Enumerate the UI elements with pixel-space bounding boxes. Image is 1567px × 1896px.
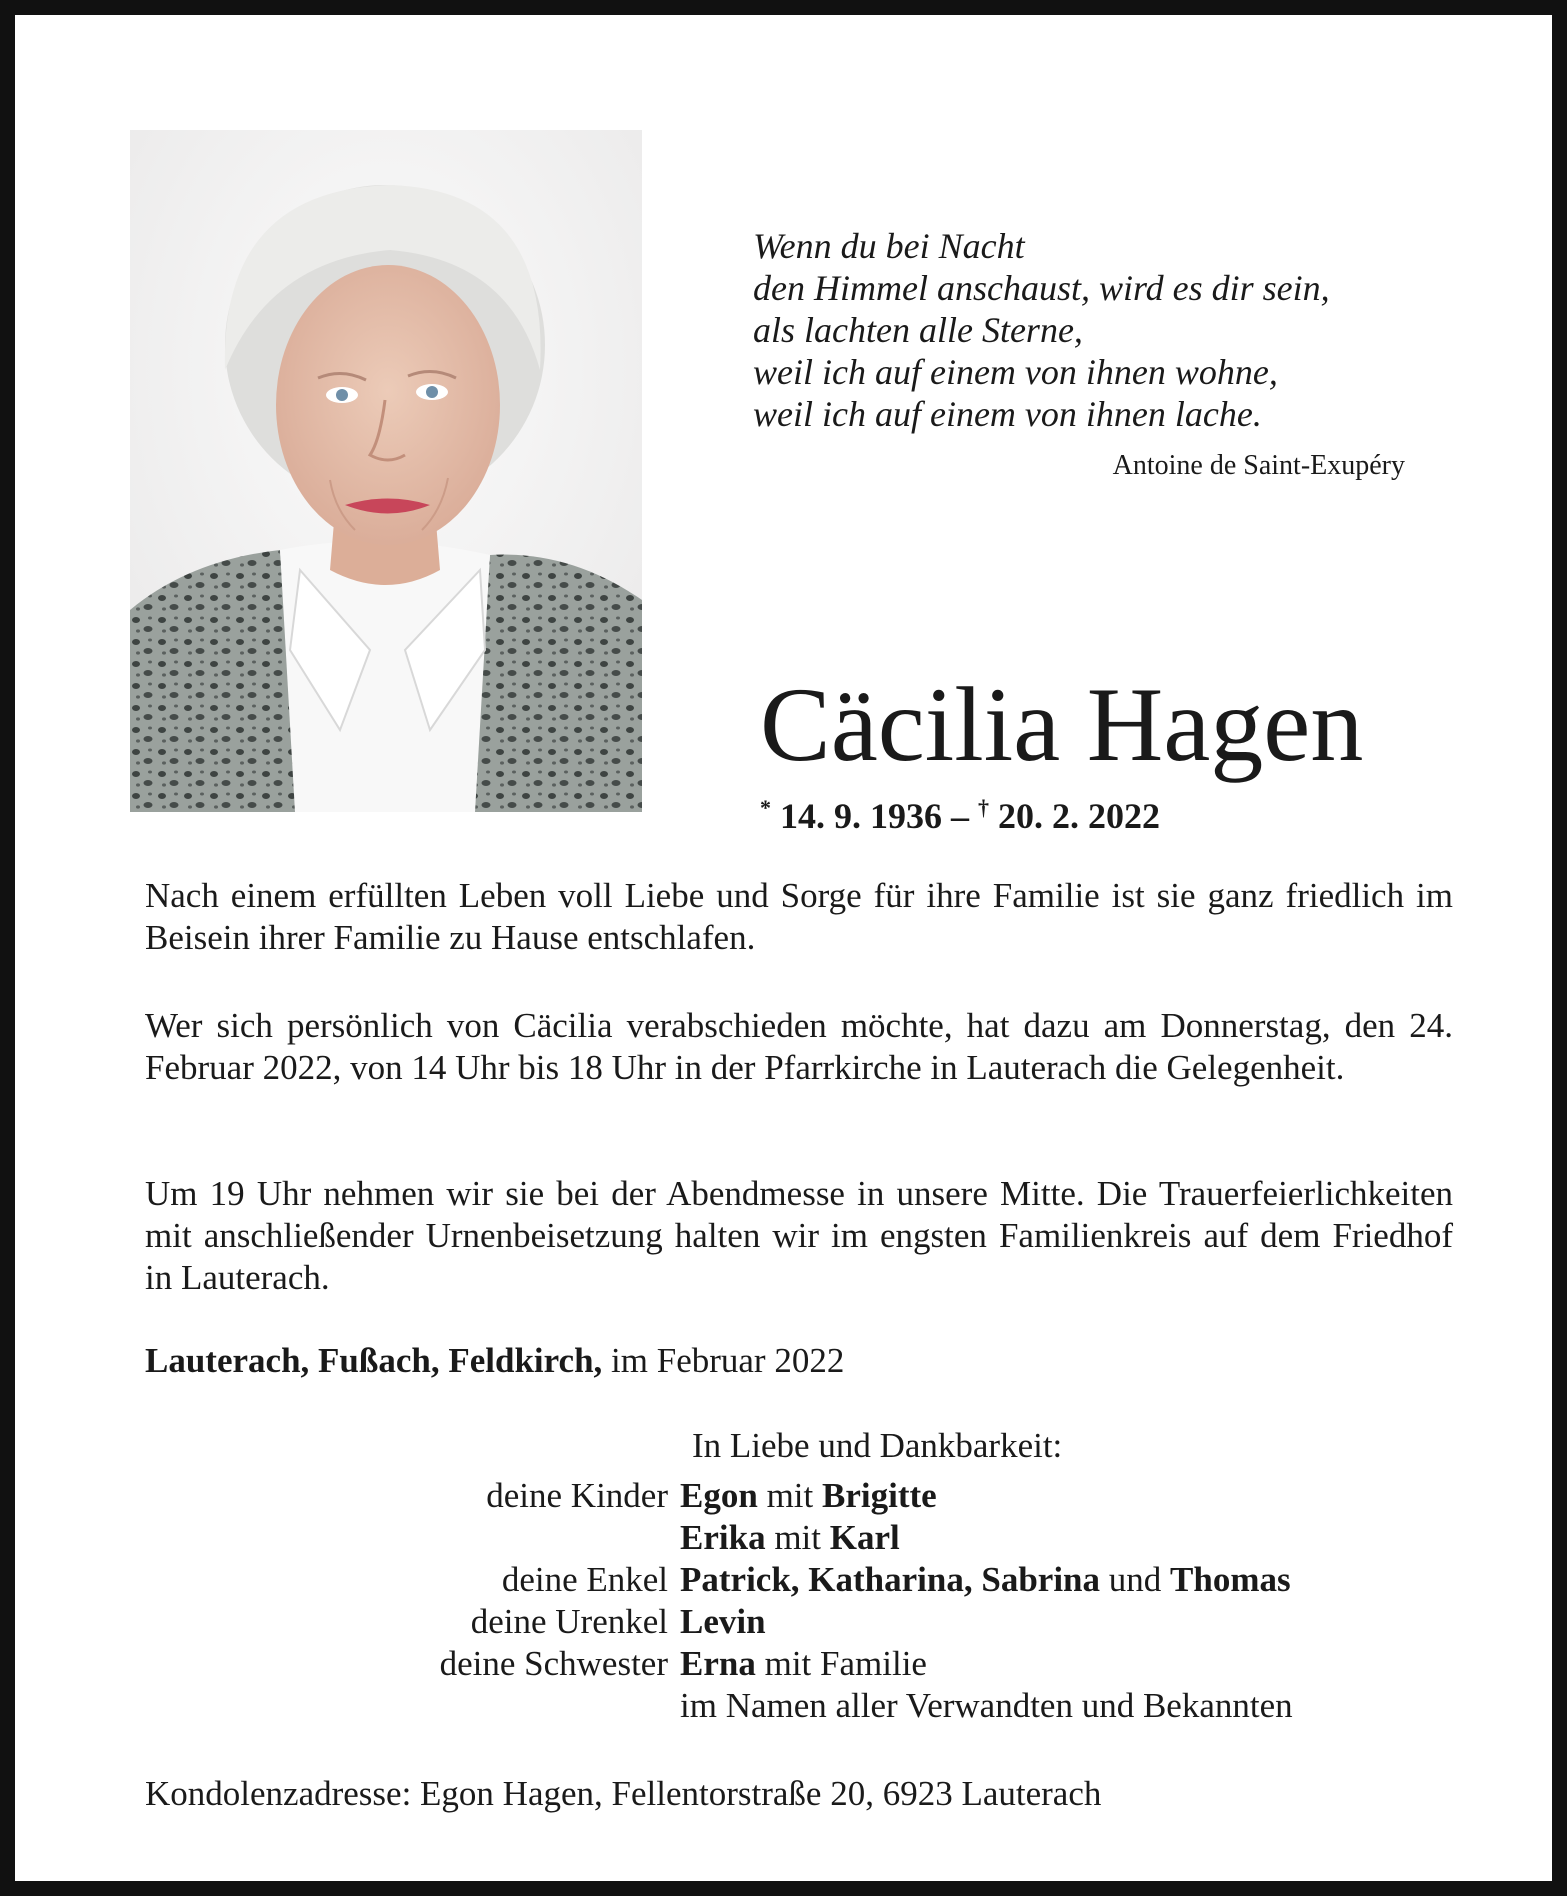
place-date-line (145, 1340, 1445, 1382)
family-connector: mit (757, 1476, 822, 1515)
relation-names: im Namen aller Verwandten und Bekannten (680, 1686, 1293, 1725)
death-symbol: † (978, 795, 989, 820)
family-name: Brigitte (822, 1476, 937, 1515)
place-date: im Februar 2022 (602, 1341, 845, 1380)
family-name: Egon (680, 1476, 758, 1515)
relation-names (680, 1475, 1455, 1517)
poem-quote (753, 225, 1433, 435)
deceased-name: Cäcilia Hagen (760, 666, 1364, 783)
portrait-icon (130, 130, 642, 812)
family-name: Karl (829, 1518, 900, 1557)
relation-label-empty (145, 1685, 680, 1727)
relation-label-empty (145, 1517, 680, 1559)
quote-author: Antoine de Saint-Exupéry (1112, 450, 1405, 481)
family-connector: mit (765, 1518, 830, 1557)
family-row (145, 1685, 1455, 1727)
relation-label: deine Urenkel (470, 1602, 668, 1641)
family-row (145, 1517, 1455, 1559)
quote-line: weil ich auf einem von ihnen wohne, (753, 352, 1278, 392)
date-separator: – (951, 796, 969, 836)
family-name: Thomas (1170, 1560, 1291, 1599)
family-connector: mit Familie (755, 1644, 927, 1683)
death-date: 20. 2. 2022 (998, 796, 1160, 836)
relation-label: deine Kinder (486, 1476, 668, 1515)
family-row (145, 1475, 1455, 1517)
condolence-address: Kondolenzadresse: Egon Hagen, Fellentorstraße 20, 6923 Lauterach (145, 1774, 1102, 1813)
paragraph-life: Nach einem erfüllten Leben voll Liebe und Sorge für ihre Familie ist sie ganz friedlich im Beisein ihrer Familie zu Hause entschlafen. (145, 876, 1453, 957)
relation-names (680, 1559, 1455, 1601)
birth-date: 14. 9. 1936 (780, 796, 942, 836)
quote-line: den Himmel anschaust, wird es dir sein, (753, 268, 1330, 308)
quote-line: als lachten alle Sterne, (753, 310, 1083, 350)
place-towns: Lauterach, Fußach, Feldkirch, (145, 1341, 603, 1380)
paragraph-service: Um 19 Uhr nehmen wir sie bei der Abendmesse in unsere Mitte. Die Trauerfeierlichkeiten mit anschließender Urnenbeisetzung halten wir im engsten Familienkreis auf dem Friedhof in Lauterach. (145, 1174, 1453, 1297)
relation-names (680, 1601, 1455, 1643)
family-name: Patrick, Katharina, Sabrina (680, 1560, 1101, 1599)
birth-symbol: * (760, 795, 771, 820)
relation-label: deine Schwester (439, 1644, 668, 1683)
family-name: Erika (680, 1518, 766, 1557)
relation-names (680, 1643, 1455, 1685)
life-dates (760, 795, 1460, 837)
family-name: Erna (680, 1644, 756, 1683)
family-list (145, 1475, 1455, 1727)
family-row (145, 1559, 1455, 1601)
quote-line: weil ich auf einem von ihnen lache. (753, 394, 1262, 434)
family-row (145, 1643, 1455, 1685)
family-connector: und (1100, 1560, 1171, 1599)
family-name: Levin (680, 1602, 766, 1641)
family-row (145, 1601, 1455, 1643)
paragraph-farewell: Wer sich persönlich von Cäcilia verabschieden möchte, hat dazu am Donnerstag, den 24. Februar 2022, von 14 Uhr bis 18 Uhr in der Pfarrkirche in Lauterach die Gelegenheit. (145, 1006, 1453, 1087)
relation-label: deine Enkel (501, 1560, 668, 1599)
quote-line: Wenn du bei Nacht (753, 226, 1025, 266)
closing-phrase: In Liebe und Dankbarkeit: (692, 1426, 1063, 1465)
relation-names (680, 1517, 1455, 1559)
portrait-photo (130, 130, 642, 812)
